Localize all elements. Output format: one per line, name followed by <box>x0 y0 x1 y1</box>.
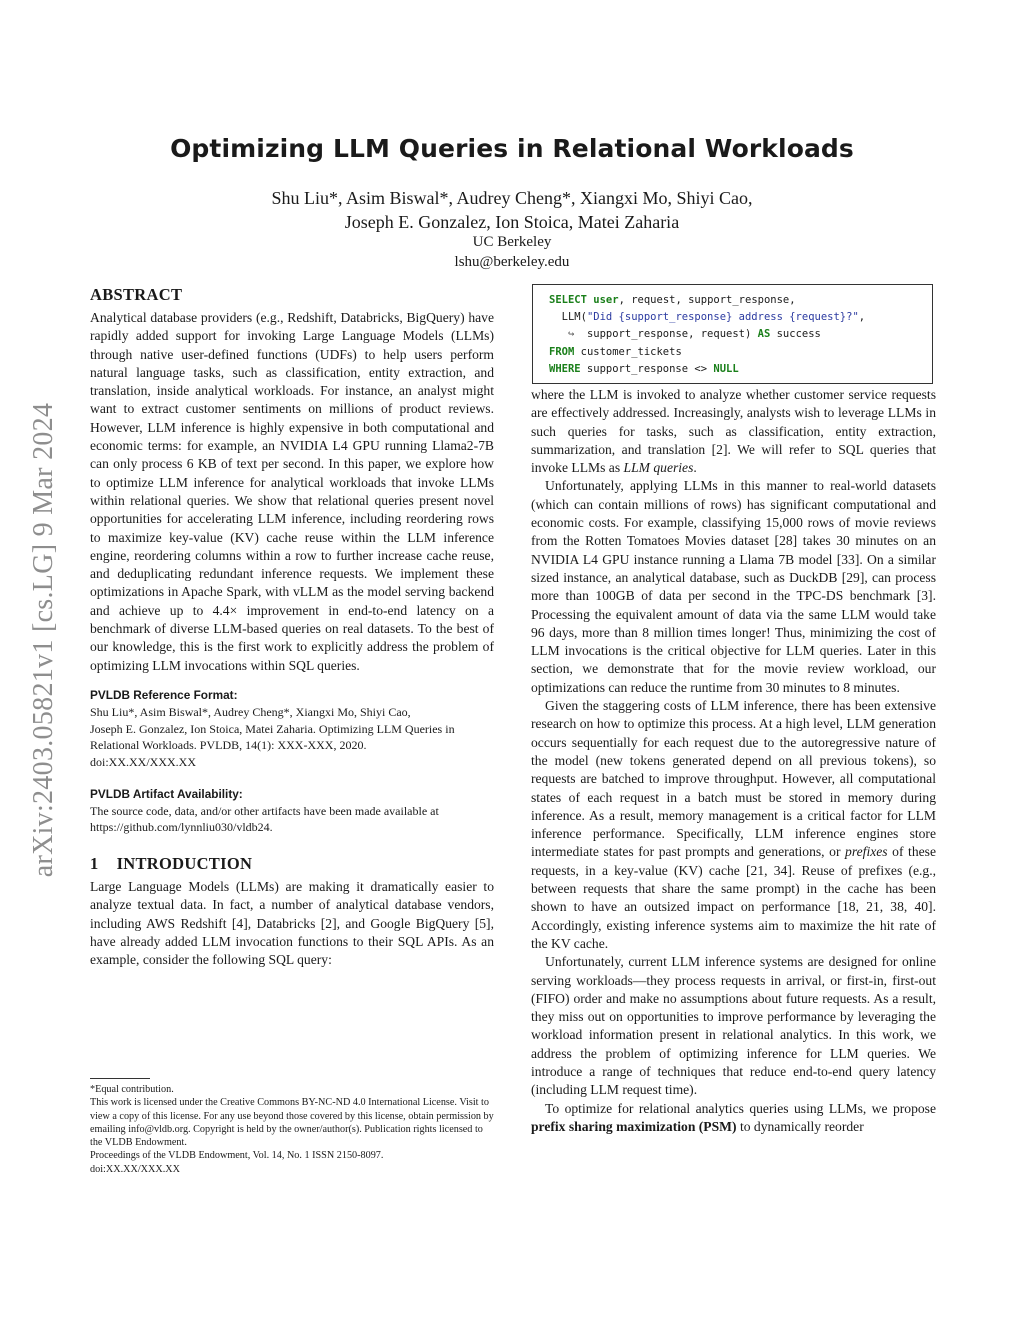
paragraph-text: Given the staggering costs of LLM inference, there has been extensive research on how to optimize this process. At a high level, LLM generation occurs sequentially for each request due to the autoregressive nature of the model (new tokens generated depend on all previous tokens), so requests are batched to improve throughput. However, all computational states of each request in a batch must be stored in memory during inference. As a result, memory management is a critical factor for LLM inference performance. Specifically, LLM inference engines store intermediate states for past prompts and generations, or <box>531 698 936 860</box>
introduction-text: Large Language Models (LLMs) are making it dramatically easier to analyze textual data. In fact, a number of analytical database vendors, including AWS Redshift [4], Databricks [2], and Google BigQuery [5], have already added LLM invocation functions to their SQL APIs. As an example, consider the following SQL query: <box>90 879 494 968</box>
footnote-license: This work is licensed under the Creative Commons BY-NC-ND 4.0 International License. Visit to view a copy of this license. For any use beyond those covered by this license, obtain permission by emailing info@vldb.org. Copyright is held by the owner/author(s). Publication rights licensed to the VLDB Endowment. <box>90 1097 494 1149</box>
reference-line-2: Joseph E. Gonzalez, Ion Stoica, Matei Zaharia. Optimizing LLM Queries in <box>90 721 455 736</box>
artifact-heading: PVLDB Artifact Availability: <box>90 786 243 801</box>
code-text: LLM( <box>549 311 587 324</box>
sql-code-block <box>532 284 933 384</box>
footnote-block <box>90 1078 494 1176</box>
emphasis-prefixes: prefixes <box>845 844 888 860</box>
paragraph-text: . <box>693 460 697 476</box>
code-line-5 <box>549 361 932 378</box>
footnote-doi: doi:XX.XX/XXX.XX <box>90 1163 180 1175</box>
code-text: customer_tickets <box>574 345 682 358</box>
code-text: support_response, request) <box>574 328 758 341</box>
section-title: INTRODUCTION <box>116 854 253 874</box>
code-line-4 <box>549 344 932 361</box>
reference-line-3: Relational Workloads. PVLDB, 14(1): XXX-XXX, 2020. <box>90 738 367 753</box>
bold-psm: prefix sharing maximization (PSM) <box>531 1118 737 1134</box>
code-keyword: SELECT <box>549 294 587 306</box>
reference-doi: doi:XX.XX/XXX.XX <box>90 755 196 770</box>
paragraph-text: To optimize for relational analytics queries using LLMs, we propose <box>545 1100 936 1116</box>
section-number: 1 <box>90 854 99 874</box>
code-text: , <box>858 311 866 324</box>
affiliation: UC Berkeley <box>472 234 552 250</box>
code-keyword: user <box>593 294 619 306</box>
code-string: "Did {support_response} address {request}?" <box>586 311 859 324</box>
introduction-heading <box>90 854 494 874</box>
abstract-text: Analytical database providers (e.g., Redshift, Databricks, BigQuery) have rapidly added support for invoking Large Language Models (LLMs) through native user-defined functions (UDFs) to help users perform natural language tasks, such as classification, entity extraction, and translation, inside analytical workloads. For instance, an analyst might want to extract customer sentiments on millions of product reviews. However, LLM inference is highly expensive in both computational and economic terms: for example, an NVIDIA L4 GPU running Llama2-7B can only process 6 KB of text per second. In this paper, we explore how to optimize LLM inference for analytical workloads that invoke LLMs within relational queries. We show that relational queries present novel opportunities for accelerating LLM inference, including reordering rows to maximize key-value (KV) cache reuse within the LLM inference engine, reordering columns within a row to further increase cache reuse, and deduplicating redundant inference requests. We implement these optimizations in Apache Spark, with vLLM as the model serving backend and achieve up to 4.4× improvement in end-to-end latency on a benchmark of diverse LLM-based queries on real datasets. To the best of our knowledge, this is the first work to explicitly address the problem of optimizing LLM invocations within SQL queries. <box>90 310 494 673</box>
code-line-3 <box>549 326 932 343</box>
paragraph-llm-queries <box>531 386 936 477</box>
artifact-text <box>90 803 494 836</box>
code-keyword: FROM <box>549 345 575 358</box>
reference-line-1: Shu Liu*, Asim Biswal*, Audrey Cheng*, Xiangxi Mo, Shiyi Cao, <box>90 704 411 719</box>
reference-format-heading: PVLDB Reference Format: <box>90 687 238 702</box>
left-column <box>90 285 494 970</box>
authors-line-2: Joseph E. Gonzalez, Ion Stoica, Matei Zaharia <box>344 212 680 232</box>
code-text: , request, support_response, <box>618 294 796 306</box>
paragraph-online-serving: Unfortunately, current LLM inference systems are designed for online serving workloads—they process requests in arrival, or first-in, first-out (FIFO) order and make no assumptions about future requests. As a result, they miss out on opportunities to improve performance by leveraging the workload information present in relational analytics. In this work, we address the problem of optimizing inference for LLM queries. We introduce a range of techniques that reduce end-to-end query latency (including LLM request time). <box>531 954 936 1098</box>
code-line-2 <box>549 309 932 326</box>
code-keyword: NULL <box>713 362 739 375</box>
code-keyword: AS <box>757 328 771 341</box>
paragraph-costs: Unfortunately, applying LLMs in this manner to real-world datasets (which can contain millions of rows) has significant computational and economic costs. For example, classifying 15,000 rows of movie reviews from the Rotten Tomatoes Movies dataset [28] takes 30 minutes on an NVIDIA L4 GPU instance running a Llama 7B model [33]. On a similar sized instance, an analytical database, such as DuckDB [29], can process more than 100GB of data per second in the TPC-DS benchmark [3]. Processing the equivalent amount of data via the same LLM would take 96 days, more than 8 million times longer! Thus, minimizing the cost of LLM invocations is the critical objective for LLM queries. Later in this section, we demonstrate that for the movie review workload, our optimizations can reduce the runtime from 30 minutes to 8 minutes. <box>531 478 936 695</box>
line-wrap-arrow-icon: ↪ <box>549 328 575 341</box>
code-text: support_response <> <box>580 362 714 375</box>
reference-format-text <box>90 704 494 771</box>
paragraph-inference <box>531 697 936 953</box>
footnote-rule <box>90 1078 150 1079</box>
paragraph-text: of these requests, in a key-value (KV) cache [21, 34]. Reuse of prefixes (e.g., between requests that share the same prompt) in the cache has been shown to have an outsized impact on performance [18, 21, 38, 40]. Accordingly, existing inference systems aim to maximize the hit rate of the KV cache. <box>531 844 936 951</box>
footnote-equal-contribution: *Equal contribution. <box>90 1084 174 1095</box>
code-line-1 <box>549 292 932 309</box>
authors-line-1: Shu Liu*, Asim Biswal*, Audrey Cheng*, Xiangxi Mo, Shiyi Cao, <box>271 188 753 208</box>
paragraph-text: to dynamically reorder <box>739 1118 864 1134</box>
paragraph-text: where the LLM is invoked to analyze whether customer service requests are effectively addressed. Increasingly, analysts wish to leverage LLMs in such queries for tasks, such as classification, entity extraction, summarization, and translation [2]. We will refer to SQL queries that invoke LLMs as <box>531 387 936 476</box>
paper-title: Optimizing LLM Queries in Relational Workloads <box>170 134 854 163</box>
emphasis-llm-queries: LLM queries <box>623 460 694 476</box>
code-text: success <box>770 328 821 341</box>
artifact-link[interactable]: https://github.com/lynnliu030/vldb24. <box>90 820 273 835</box>
artifact-line-1: The source code, data, and/or other artifacts have been made available at <box>90 803 439 818</box>
paragraph-psm <box>531 1100 936 1137</box>
abstract-heading: ABSTRACT <box>90 285 183 304</box>
right-column <box>531 386 936 1136</box>
author-email[interactable]: lshu@berkeley.edu <box>454 254 570 270</box>
code-keyword: WHERE <box>549 362 581 375</box>
footnote-proceedings: Proceedings of the VLDB Endowment, Vol. 14, No. 1 ISSN 2150-8097. <box>90 1150 384 1162</box>
